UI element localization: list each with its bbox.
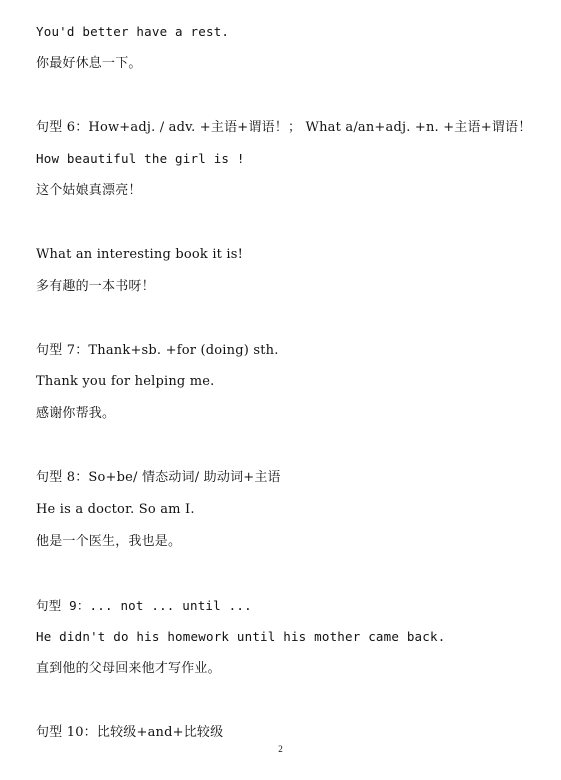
pattern-heading-8: 句型 8：So+be/ 情态动词/ 助动词+主语 xyxy=(36,470,281,485)
example-sentence-english: You'd better have a rest. xyxy=(36,24,230,39)
example-sentence-english: How beautiful the girl is ! xyxy=(36,151,245,166)
pattern-heading-7: 句型 7：Thank+sb. +for (doing) sth. xyxy=(36,343,279,358)
example-sentence-english: What an interesting book it is! xyxy=(36,247,244,262)
example-sentence-english: He is a doctor. So am I. xyxy=(36,502,195,517)
pattern-heading-9: 句型 9：... not ... until ... xyxy=(36,598,252,613)
pattern-heading-10: 句型 10：比较级+and+比较级 xyxy=(36,725,224,740)
example-sentence-chinese: 多有趣的一本书呀！ xyxy=(36,279,155,294)
example-sentence-chinese: 感谢你帮我。 xyxy=(36,406,116,421)
pattern-heading-6: 句型 6：How+adj. / adv. +主语+谓语！； What a/an+adj. +n. +主语+谓语！ xyxy=(36,120,532,135)
example-sentence-english: He didn't do his homework until his mother came back. xyxy=(36,629,446,644)
page-number: 2 xyxy=(278,744,283,754)
example-sentence-chinese: 他是一个医生，我也是。 xyxy=(36,534,182,549)
example-sentence-english: Thank you for helping me. xyxy=(36,374,215,389)
example-sentence-chinese: 你最好休息一下。 xyxy=(36,56,142,71)
example-sentence-chinese: 直到他的父母回来他才写作业。 xyxy=(36,661,221,676)
example-sentence-chinese: 这个姑娘真漂亮！ xyxy=(36,183,142,198)
